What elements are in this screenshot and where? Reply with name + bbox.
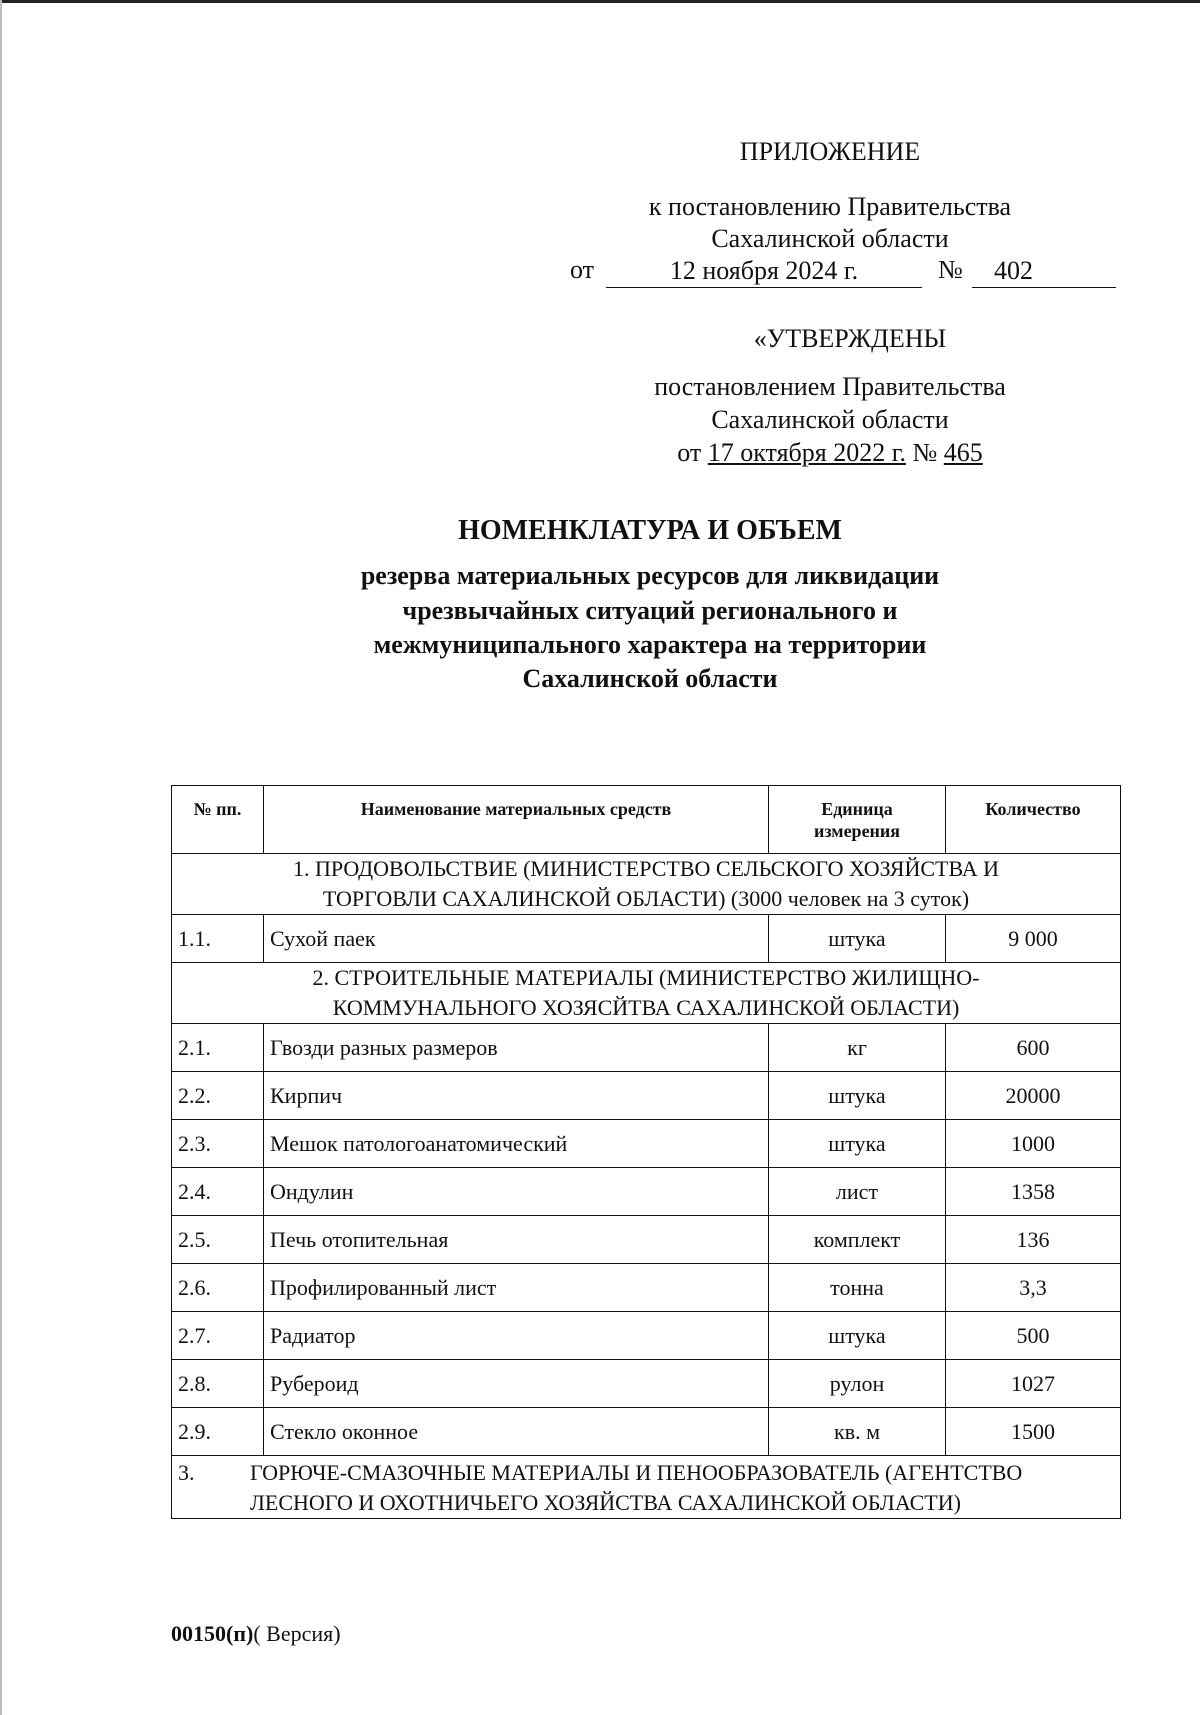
header-name: Наименование материальных средств: [264, 786, 769, 854]
header-unit-line-1: Единица: [821, 799, 893, 819]
section-1-cell: [172, 854, 1121, 915]
table-row: [172, 1360, 1121, 1408]
nomenclature-table: [171, 785, 1121, 1519]
section-2-line-2: КОММУНАЛЬНОГО ХОЗЯСЙТВА САХАЛИНСКОЙ ОБЛАСТИ): [332, 995, 960, 1020]
row-name: Ондулин: [264, 1168, 769, 1216]
row-name: Гвозди разных размеров: [264, 1024, 769, 1072]
order-reference: [570, 255, 1120, 291]
row-num: 2.9.: [172, 1408, 264, 1456]
row-name: Кирпич: [264, 1072, 769, 1120]
table-row: [172, 1072, 1121, 1120]
row-unit: кг: [769, 1024, 946, 1072]
section-row-1: [172, 854, 1121, 915]
row-num: 2.4.: [172, 1168, 264, 1216]
order-number: 402: [972, 255, 1116, 288]
table-header-row: [172, 786, 1121, 854]
row-qty: 1500: [946, 1408, 1121, 1456]
row-qty: 600: [946, 1024, 1121, 1072]
table-row: [172, 1264, 1121, 1312]
header-unit-line-2: измерения: [813, 821, 901, 841]
order-number-sign: №: [938, 255, 963, 284]
approved-date: 17 октября 2022 г.: [707, 438, 906, 467]
row-name: Печь отопительная: [264, 1216, 769, 1264]
appendix-line-1: к постановлению Правительства: [648, 192, 1012, 221]
footer-version: ( Версия): [253, 1621, 341, 1646]
row-unit: лист: [769, 1168, 946, 1216]
row-unit: штука: [769, 915, 946, 963]
row-num: 2.1.: [172, 1024, 264, 1072]
appendix-title: ПРИЛОЖЕНИЕ: [739, 137, 921, 166]
row-num: 1.1.: [172, 915, 264, 963]
page-top-edge: [0, 0, 1200, 3]
header-num: № пп.: [172, 786, 264, 854]
table-row: [172, 915, 1121, 963]
row-qty: 500: [946, 1312, 1121, 1360]
approved-line-1: постановлением Правительства: [654, 372, 1006, 401]
section-row-2: [172, 963, 1121, 1024]
table-row: [172, 1216, 1121, 1264]
row-qty: 1358: [946, 1168, 1121, 1216]
document-subtitle-line-4: Сахалинской области: [522, 664, 778, 693]
row-name: Мешок патологоанатомический: [264, 1120, 769, 1168]
table-row: [172, 1120, 1121, 1168]
table-row: [172, 1024, 1121, 1072]
appendix-line-2: Сахалинской области: [711, 224, 949, 253]
footer-code: 00150(п): [171, 1621, 254, 1646]
section-2-line-1: 2. СТРОИТЕЛЬНЫЕ МАТЕРИАЛЫ (МИНИСТЕРСТВО ЖИЛИЩНО-: [312, 965, 980, 990]
table-row: [172, 1408, 1121, 1456]
row-name: Профилированный лист: [264, 1264, 769, 1312]
approved-from-label: от: [677, 438, 702, 467]
row-unit: штука: [769, 1312, 946, 1360]
row-qty: 136: [946, 1216, 1121, 1264]
row-num: 2.6.: [172, 1264, 264, 1312]
row-num: 2.5.: [172, 1216, 264, 1264]
document-subtitle-line-1: резерва материальных ресурсов для ликвидации: [360, 561, 940, 590]
row-num: 2.2.: [172, 1072, 264, 1120]
row-unit: рулон: [769, 1360, 946, 1408]
page-left-edge: [0, 0, 2, 1715]
section-3-line-1: ГОРЮЧЕ-СМАЗОЧНЫЕ МАТЕРИАЛЫ И ПЕНООБРАЗОВАТЕЛЬ (АГЕНТСТВО: [250, 1460, 1023, 1485]
section-3-number: 3.: [178, 1460, 195, 1485]
section-2-cell: [172, 963, 1121, 1024]
row-name: Стекло оконное: [264, 1408, 769, 1456]
approved-line-3: [600, 438, 1060, 468]
document-title: НОМЕНКЛАТУРА И ОБЪЕМ: [458, 515, 842, 546]
row-name: Радиатор: [264, 1312, 769, 1360]
row-name: Сухой паек: [264, 915, 769, 963]
approved-heading: «УТВЕРЖДЕНЫ: [753, 324, 947, 353]
section-1-line-2: ТОРГОВЛИ САХАЛИНСКОЙ ОБЛАСТИ) (3000 человек на 3 суток): [322, 886, 970, 911]
order-date: 12 ноября 2024 г.: [606, 255, 922, 288]
section-row-3: [172, 1456, 1121, 1519]
row-qty: 1000: [946, 1120, 1121, 1168]
document-subtitle-line-3: межмуниципального характера на территории: [373, 630, 927, 659]
row-qty: 1027: [946, 1360, 1121, 1408]
table-row: [172, 1312, 1121, 1360]
header-qty: Количество: [946, 786, 1121, 854]
order-from-label: от: [570, 255, 595, 284]
section-1-line-1: 1. ПРОДОВОЛЬСТВИЕ (МИНИСТЕРСТВО СЕЛЬСКОГО ХОЗЯЙСТВА И: [292, 856, 1000, 881]
row-unit: кв. м: [769, 1408, 946, 1456]
approved-line-2: Сахалинской области: [711, 405, 949, 434]
footer-document-code: [171, 1621, 341, 1647]
row-qty: 3,3: [946, 1264, 1121, 1312]
row-name: Рубероид: [264, 1360, 769, 1408]
document-subtitle-line-2: чрезвычайных ситуаций регионального и: [402, 596, 898, 625]
row-unit: тонна: [769, 1264, 946, 1312]
row-qty: 9 000: [946, 915, 1121, 963]
approved-number-sign: №: [912, 438, 938, 467]
header-unit: [769, 786, 946, 854]
row-num: 2.7.: [172, 1312, 264, 1360]
section-3-line-2: ЛЕСНОГО И ОХОТНИЧЬЕГО ХОЗЯЙСТВА САХАЛИНСКОЙ ОБЛАСТИ): [250, 1490, 961, 1515]
approved-number: 465: [943, 438, 983, 467]
row-unit: штука: [769, 1120, 946, 1168]
row-unit: комплект: [769, 1216, 946, 1264]
table-row: [172, 1168, 1121, 1216]
row-qty: 20000: [946, 1072, 1121, 1120]
row-num: 2.3.: [172, 1120, 264, 1168]
row-num: 2.8.: [172, 1360, 264, 1408]
section-3-cell: [172, 1456, 1121, 1519]
row-unit: штука: [769, 1072, 946, 1120]
